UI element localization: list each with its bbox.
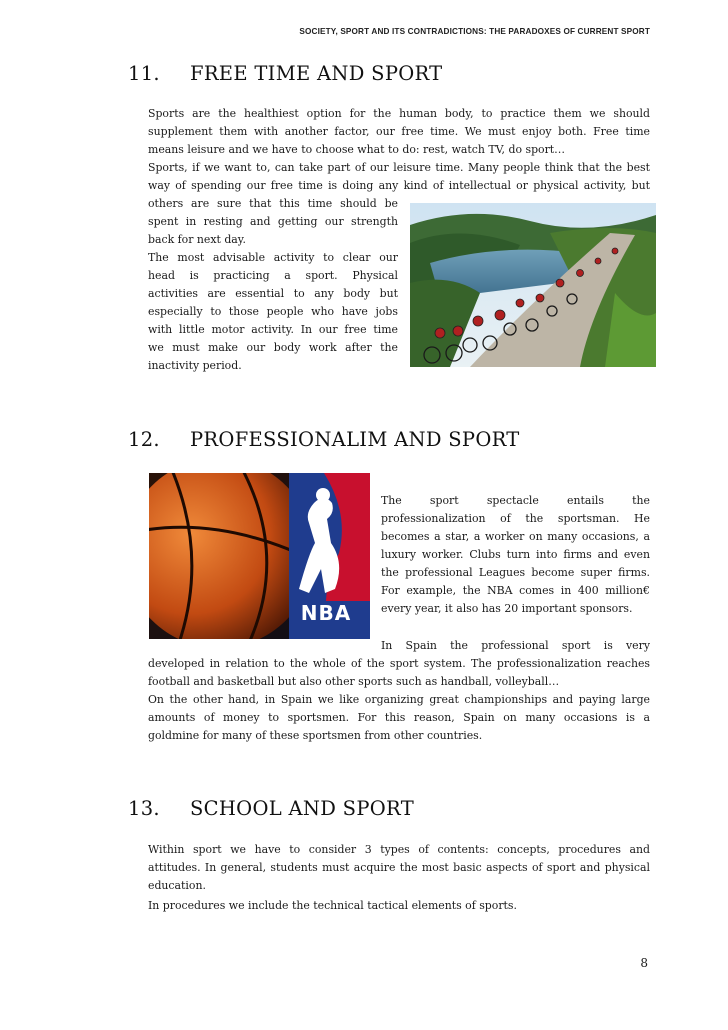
section-11-title: FREE TIME AND SPORT bbox=[190, 62, 443, 85]
page-number: 8 bbox=[640, 956, 648, 970]
section-11-paragraph-2: Sports, if we want to, can take part of our leisure time. Many people think that the best way of spending our free time is doing any kind of intellectual or physical activity, but bbox=[148, 161, 650, 192]
nba-logo-image bbox=[149, 473, 370, 639]
section-13-paragraph-1: Within sport we have to consider 3 types of contents: concepts, procedures and attitudes. In general, students must acquire the most basic aspects of sport and physical education. bbox=[148, 843, 650, 892]
section-11-paragraph-1: Sports are the healthiest option for the human body, to practice them we should supplement them with another factor, our free time. We must enjoy both. Free time means leisure and we have to choose what to do: rest, watch TV, do sport… bbox=[148, 107, 650, 156]
section-13-paragraph-2: In procedures we include the technical tactical elements of sports. bbox=[148, 899, 517, 912]
nba-logo-text: NBA bbox=[300, 601, 352, 625]
section-12-paragraph-2: developed in relation to the whole of the sport system. The professionalization reaches football and basketball but also other sports such as handball, volleyball… bbox=[148, 657, 650, 688]
section-12-paragraph-1: The sport spectacle entails the professionalization of the sportsman. He becomes a star, a worker on many occasions, a luxury worker. Clubs turn into firms and even the professional Leagues become super firms. For example, the NBA comes in 400 million€ every year, it also has 20 important sponsors. bbox=[381, 494, 650, 615]
section-12-paragraph-2-start: In Spain the professional sport is very bbox=[381, 639, 650, 652]
section-13-number: 13. bbox=[128, 797, 160, 820]
section-12-number: 12. bbox=[128, 428, 160, 451]
cyclists-photo bbox=[410, 203, 656, 367]
section-12-title: PROFESSIONALIM AND SPORT bbox=[190, 428, 520, 451]
section-12-heading bbox=[128, 428, 520, 451]
section-12-paragraph-3: On the other hand, in Spain we like organizing great championships and paying large amounts of money to sportsmen. For this reason, Spain on many occasions is a goldmine for many of these sportsmen from other countries. bbox=[148, 693, 650, 742]
running-header: SOCIETY, SPORT AND ITS CONTRADICTIONS: THE PARADOXES OF CURRENT SPORT bbox=[299, 27, 650, 36]
section-11-number: 11. bbox=[128, 62, 160, 85]
section-11-paragraph-3: The most advisable activity to clear our head is practicing a sport. Physical activities are essential to any body but especially to those people who have jobs with little motor activity. In our free time we must make our body work after the inactivity period. bbox=[148, 251, 398, 372]
section-13-title: SCHOOL AND SPORT bbox=[190, 797, 414, 820]
section-11-heading bbox=[128, 62, 442, 85]
section-11-paragraph-2-wrap: others are sure that this time should be spent in resting and getting our strength back for next day. bbox=[148, 197, 398, 246]
section-13-heading bbox=[128, 797, 414, 820]
